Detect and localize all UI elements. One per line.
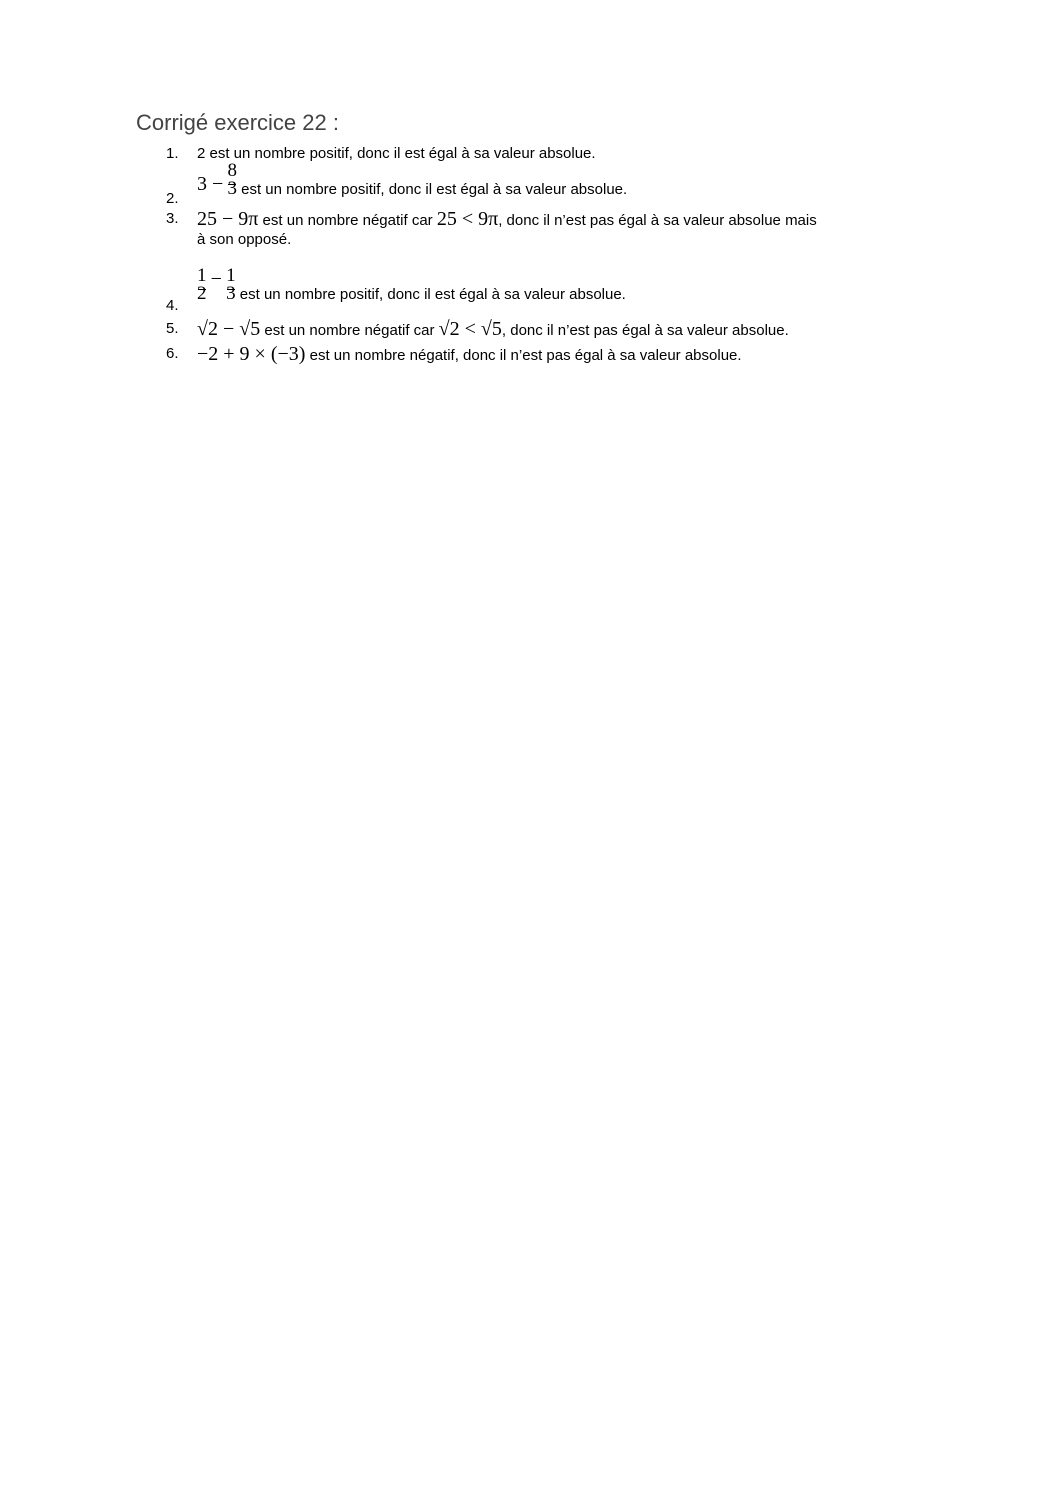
item-content	[197, 345, 742, 365]
item-number: 2.	[166, 190, 179, 207]
math-expression: 25 < 9π	[436, 208, 499, 230]
fraction-denominator: 3	[227, 178, 237, 199]
math-operator: −	[210, 268, 222, 290]
fraction	[226, 265, 236, 304]
item-text: est un nombre positif, donc il est égal à sa valeur absolue.	[235, 286, 626, 303]
math-expression: −2 + 9 × (−3)	[197, 343, 306, 365]
item-number: 1.	[166, 145, 179, 162]
fraction	[227, 160, 237, 199]
item-content	[197, 210, 817, 230]
item-content	[197, 265, 626, 304]
math-expression: 3 −	[197, 173, 224, 195]
item-text: à son opposé.	[197, 231, 292, 248]
math-expression: 25 − 9π	[197, 208, 259, 230]
item-text: est un nombre négatif car	[260, 322, 439, 339]
math-expression: √2 − √5	[197, 318, 261, 340]
fraction-numerator: 1	[197, 265, 207, 286]
item-text: , donc il n’est pas égal à sa valeur absolue.	[501, 322, 789, 339]
math-expression: √2 < √5	[438, 318, 502, 340]
item-number: 6.	[166, 345, 179, 362]
fraction-denominator: 3	[226, 283, 236, 304]
fraction-numerator: 8	[227, 160, 237, 181]
item-text: est un nombre négatif, donc il n’est pas égal à sa valeur absolue.	[305, 347, 742, 364]
item-number: 4.	[166, 297, 179, 314]
fraction-denominator: 2	[197, 283, 207, 304]
item-text: , donc il n’est pas égal à sa valeur absolue mais	[498, 212, 817, 229]
item-number: 5.	[166, 320, 179, 337]
item-content	[197, 160, 627, 199]
fraction	[197, 265, 207, 304]
item-text: est un nombre positif, donc il est égal à sa valeur absolue.	[236, 181, 628, 198]
item-text: 2 est un nombre positif, donc il est égal à sa valeur absolue.	[197, 145, 596, 162]
item-text: est un nombre négatif car	[258, 212, 437, 229]
item-content	[197, 320, 789, 340]
item-number: 3.	[166, 210, 179, 227]
fraction-numerator: 1	[226, 265, 236, 286]
list-item	[0, 265, 1058, 315]
list-item	[0, 160, 1058, 208]
page-title: Corrigé exercice 22 :	[136, 110, 339, 135]
